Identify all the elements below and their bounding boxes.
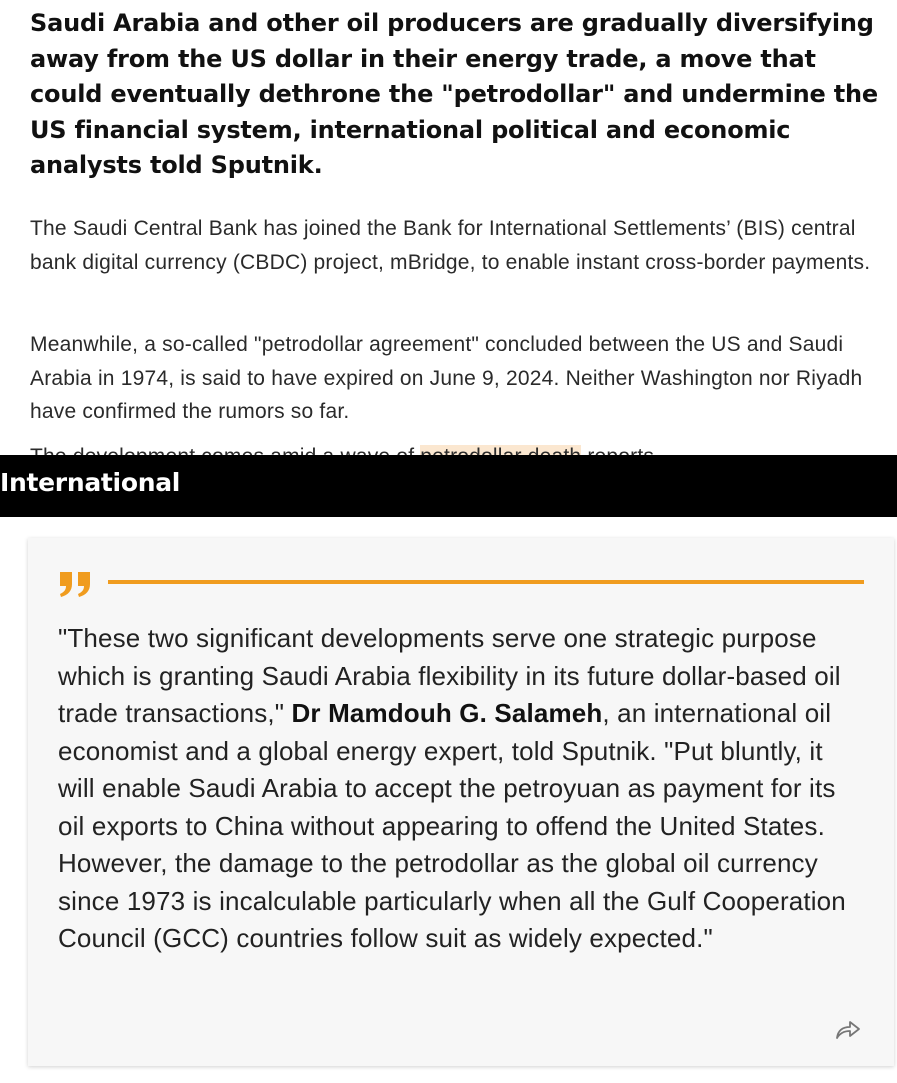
article-paragraph: The Saudi Central Bank has joined the Bank for International Settlements’ (BIS) central bank digital currency (CBDC) project, mBridge, to enable instant cross-border payments. [30, 217, 871, 274]
pull-quote [28, 538, 894, 1066]
quote-body: "These two significant developments serve one strategic purpose which is granting Saudi Arabia flexibility in its future dollar-based oil trade transactions," [58, 623, 841, 728]
section-title[interactable]: International [0, 468, 181, 497]
quote-divider [108, 580, 864, 584]
quote-mark-icon [58, 570, 94, 598]
article-paragraph: Meanwhile, a so-called "petrodollar agreement" concluded between the US and Saudi Arabia in 1974, is said to have expired on June 9, 2024. Neither Washington nor Riyadh have confirmed the rumors so far. [30, 333, 863, 423]
article-lead: Saudi Arabia and other oil producers are gradually diversifying away from the US dollar in their energy trade, a move that could eventually dethrone the "petrodollar" and undermine the US financial system, international political and economic analysts told Sputnik. [30, 9, 878, 179]
quote-speaker: Dr Mamdouh G. Salameh [291, 698, 603, 728]
sticky-header [0, 455, 897, 517]
article-paragraph-partial [30, 440, 885, 454]
quote-text [58, 620, 866, 958]
share-icon[interactable] [834, 1018, 862, 1042]
quote-body: , an international oil economist and a global energy expert, told Sputnik. "Put bluntly, it will enable Saudi Arabia to accept the petroyuan as payment for its oil exports to China without appearing to offend the United States. However, the damage to the petrodollar as the global oil currency since 1973 is incalculable particularly when all the Gulf Cooperation Council (GCC) countries follow suit as widely expected." [58, 698, 846, 953]
